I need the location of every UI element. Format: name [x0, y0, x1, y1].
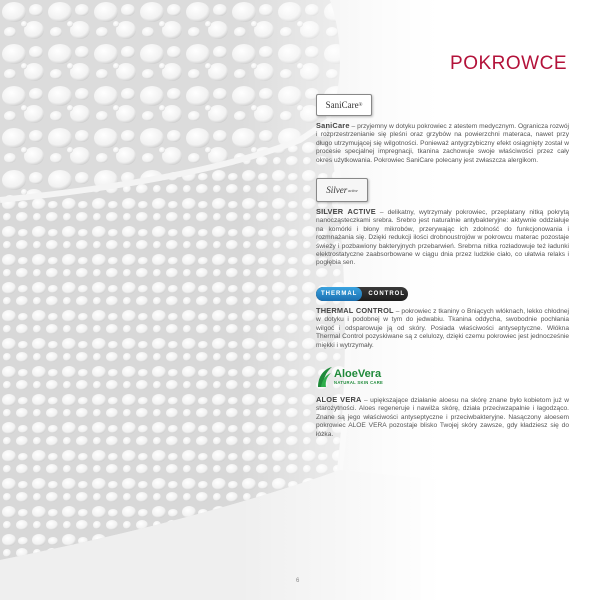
sanicare-name: SaniCare	[316, 121, 350, 130]
section-thermal-control	[316, 287, 569, 350]
page-title: POKROWCE	[450, 53, 567, 74]
aloe-vera-description: ALOE VERA – upiększające działanie aloesu na skórę znane było kobietom już w starożytności. Aloes regeneruje i nawilża skórę, działa przeciwzapalnie i łagodząco. Znane są jego właściwości antyseptyczne i przeciwbakteryjne. Nasączony aloesem pokrowiec ALOE VERA pozostaje blisko Twojej skóry zawsze, gdy kładziesz się do łóżka.	[316, 395, 569, 438]
page-number: 6	[296, 578, 300, 584]
section-sanicare	[316, 94, 569, 165]
sanicare-description: SaniCare – przyjemny w dotyku pokrowiec z atestem medycznym. Ogranicza rozwój i rozprzestrzenianie się pleśni oraz grzybów na powierzchni materaca, nawet przy długo utrzymującej się wilgotności. Ponieważ antygrzybiczny efekt osiągnięty został w procesie specjalnej impregnacji, tkanina zachowuje swoje właściwości przez cały okres użytkowania. Pokrowiec SaniCare polecany jest zwłaszcza alergikom.	[316, 121, 569, 164]
thermal-control-description: THERMAL CONTROL – pokrowiec z tkaniny o Bniących włóknach, lekko chłodnej w dotyku i podobnej w tym do jedwabiu. Tkanina oddycha, swobodnie pochłania wilgoć i odsparowuje ją od skóry. Posiada właściwości antyseptyczne. Włókna Thermal Control pozyskiwane są z celulozy, dzięki czemu pokrowiec jest jednocześnie miękki i wytrzymały.	[316, 306, 569, 349]
silver-active-description: SILVER ACTIVE – delikatny, wytrzymały pokrowiec, przeplatany nitką pokrytą nanocząsteczkami srebra. Srebro jest naturalnie antybakteryjne: aktywnie oddziałuje na komórki i błony mikrobów, przerywając ich zdolność do funkcjonowania i rozmnażania się. Dzięki redukcji ilości drobnoustrojów w pokrowcu materac pozostaje świeży i pozbawiony bakteryjnych przebarwień. Srebrna nitka rozładowuje też ładunki elektrostatyczne zaabsorbowane w ciągu dnia przez ludzkie ciało, co ułatwia relaks i pogłębia sen.	[316, 207, 569, 267]
silver-active-logo: Silver active	[316, 178, 368, 202]
thermal-control-logo: THERMAL CONTROL	[316, 287, 408, 301]
silver-active-name: SILVER ACTIVE	[316, 207, 376, 216]
section-aloe-vera	[316, 364, 569, 439]
aloe-vera-name: ALOE VERA	[316, 395, 362, 404]
thermal-control-name: THERMAL CONTROL	[316, 306, 394, 315]
aloe-vera-logo: AloeVera NATURAL SKIN CARE	[316, 364, 386, 390]
section-silver-active	[316, 178, 569, 268]
sanicare-logo: SaniCare ®	[316, 94, 372, 116]
aloe-leaf-icon	[316, 366, 334, 388]
